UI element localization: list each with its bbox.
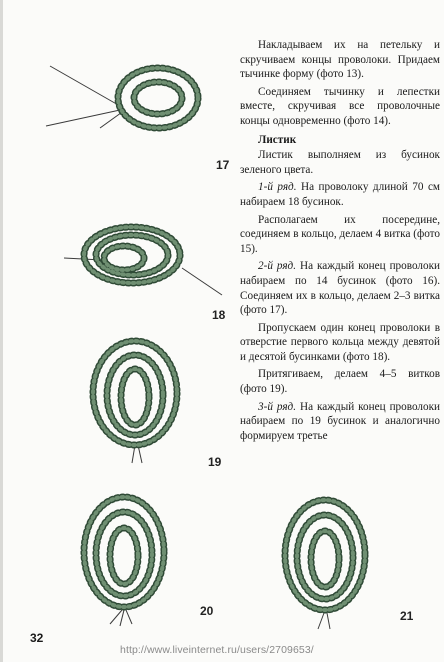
paragraph-9-text: На каждый конец проволоки набираем по 19 бусинок и аналогично формируем третье [240, 400, 440, 442]
page-number: 32 [30, 631, 44, 645]
paragraph-6 [240, 259, 440, 317]
photo-caption-17: 17 [216, 158, 230, 172]
photo-caption-21: 21 [400, 609, 414, 623]
photo-19 [80, 335, 190, 465]
photo-caption-19: 19 [208, 455, 222, 469]
section-heading: Листик [258, 133, 297, 146]
paragraph-4 [240, 180, 440, 209]
instruction-text [240, 38, 440, 446]
page-edge [0, 0, 3, 662]
watermark-url: http://www.liveinternet.ru/users/2709653/ [120, 644, 314, 656]
row-label-2: 2-й ряд. [258, 260, 297, 273]
photo-18 [62, 210, 232, 305]
paragraph-2: Соединяем тычинку и лепестки вместе, скручивая все проволочные концы одновременно (фото 14). [240, 85, 440, 127]
paragraph-3: Листик выполняем из бусинок зеленого цвета. [240, 149, 440, 176]
paragraph-8: Притягиваем, делаем 4–5 витков (фото 19). [240, 368, 440, 396]
photo-caption-20: 20 [200, 604, 214, 618]
row-label-1: 1-й ряд. [258, 181, 297, 194]
photo-21 [270, 495, 380, 630]
paragraph-1: Накладываем их на петельку и скручиваем концы проволоки. Придаем тычинке форму (фото 13). [240, 39, 440, 81]
photo-caption-18: 18 [212, 308, 226, 322]
photo-17 [40, 58, 220, 153]
paragraph-7: Пропускаем один конец проволоки в отверстие первого кольца между девятой и десятой бусинками (фото 18). [240, 321, 440, 363]
paragraph-9 [240, 400, 440, 444]
paragraph-6-text: На каждый конец проволоки набираем по 14 бусинок (фото 16). Соединяем их в кольцо, делаем 2–3 витка (фото 17). [240, 260, 440, 317]
photo-20 [70, 492, 180, 627]
row-label-3: 3-й ряд. [258, 400, 297, 413]
paragraph-4-text: На проволоку длиной 70 см набираем 18 бусинок. [240, 181, 440, 208]
paragraph-5: Располагаем их посередине, соединяем в кольцо, делаем 4 витка (фото 15). [240, 213, 440, 255]
